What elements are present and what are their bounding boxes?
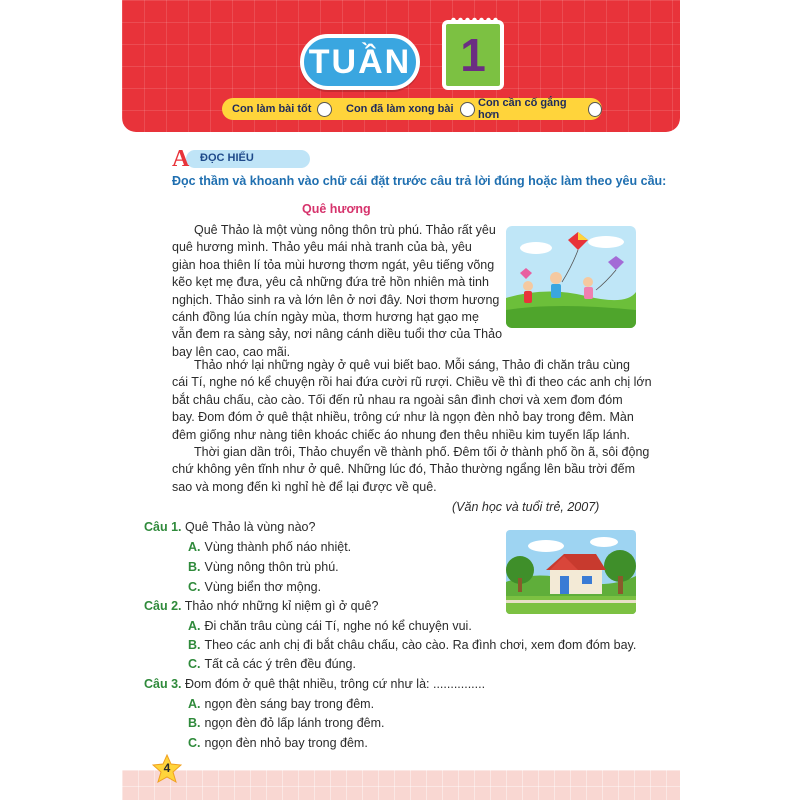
text-line: cánh đồng lúa chín ngày mùa, thơm hương hạt gạo mẹ (172, 310, 479, 325)
answer-option[interactable] (188, 657, 356, 671)
week-number: 1 (460, 29, 486, 81)
option-text: Theo các anh chị đi bắt châu chấu, cào cào. Ra đình chơi, xem đom đóm bay. (204, 638, 637, 652)
option-text: Tất cả các ý trên đều đúng. (204, 657, 356, 671)
answer-option[interactable] (188, 716, 385, 730)
section-letter: A (172, 146, 190, 172)
text-line: chứ không yên tĩnh như ở quê. Những lúc đó, Thảo thường ngẩng lên bầu trời đếm (172, 462, 635, 477)
text-line: vẫn đem ra sàng sảy, nơi nâng cánh diều tuổi thơ của Thảo (172, 327, 503, 342)
week-label: TUẦN (300, 34, 420, 90)
option-letter[interactable]: B. (188, 638, 201, 652)
story-paragraph-2 (172, 357, 652, 444)
workbook-page (122, 0, 680, 800)
option-letter[interactable]: A. (188, 540, 201, 554)
text-line: quê hương mình. Thảo yêu mái nhà tranh của bà, yêu (172, 240, 472, 255)
text-line: nghịch. Thảo sinh ra và lớn lên ở nơi đây. Nơi thơm hương (172, 292, 500, 307)
answer-option[interactable] (188, 638, 636, 652)
text-line: sao và mong đến kì nghỉ hè để lại được về quê. (172, 479, 437, 494)
answer-option[interactable] (188, 540, 351, 554)
question-label: Câu 3. (144, 677, 182, 691)
section-label: ĐỌC HIỂU (200, 152, 254, 164)
text-line: kẽo kẹt mẹ đưa, yêu cả những đứa trẻ hồn nhiên mà tinh (172, 275, 489, 290)
kite-children-illustration (506, 226, 636, 328)
text-line: Thảo nhớ lại những ngày ở quê vui biết bao. Mỗi sáng, Thảo đi chăn trâu cùng (194, 358, 630, 372)
option-letter[interactable]: C. (188, 657, 201, 671)
answer-option[interactable] (188, 697, 374, 711)
eval-label: Con cần cố gắng hơn (478, 97, 567, 121)
option-text: Vùng biển thơ mộng. (204, 580, 322, 594)
question-text: Đom đóm ở quê thật nhiều, trông cứ như là: ............... (185, 677, 486, 691)
countryside-house-illustration (506, 530, 636, 614)
eval-option-3 (478, 97, 602, 121)
option-text: Vùng nông thôn trù phú. (204, 560, 339, 574)
instruction-text: Đọc thầm và khoanh vào chữ cái đặt trước câu trả lời đúng hoặc làm theo yêu cầu: (172, 174, 667, 188)
option-letter[interactable]: B. (188, 716, 201, 730)
bottom-decoration (122, 770, 680, 800)
text-line: cái Tí, nghe nó kể chuyện rồi hai đứa cười rũ rượi. Chiều về thì đi theo các anh chị lớn (172, 375, 652, 390)
option-letter[interactable]: A. (188, 697, 201, 711)
answer-option[interactable] (188, 619, 472, 633)
story-paragraph-3 (172, 444, 650, 496)
text-line: đêm giống như nàng tiên khoác chiếc áo nhung đen thêu nhiều kim tuyến lấp lánh. (172, 427, 631, 442)
option-letter[interactable]: A. (188, 619, 201, 633)
eval-label: Con đã làm xong bài (346, 103, 454, 115)
question-text: Thảo nhớ những kỉ niệm gì ở quê? (184, 599, 379, 613)
option-text: ngọn đèn đỏ lấp lánh trong đêm. (204, 716, 385, 730)
question-2 (144, 599, 378, 613)
text-line: bay lên cao, cao mãi. (172, 344, 291, 359)
story-title: Quê hương (302, 202, 371, 216)
eval-option-2 (346, 102, 475, 117)
text-line: bắt châu chấu, cào cào. Tối đến rủ nhau ra ngoài sân đình chơi và xem đom đóm (172, 392, 623, 407)
question-3 (144, 677, 485, 691)
option-letter[interactable]: C. (188, 736, 201, 750)
question-text: Quê Thảo là vùng nào? (185, 520, 316, 534)
story-source: (Văn học và tuổi trẻ, 2007) (452, 500, 600, 514)
option-text: ngọn đèn nhỏ bay trong đêm. (204, 736, 368, 750)
week-number-calendar (442, 20, 504, 90)
answer-option[interactable] (188, 736, 368, 750)
text-line: giàn hoa thiên lí tỏa mùi hương thơm ngát, yêu tiếng võng (172, 257, 495, 272)
question-label: Câu 1. (144, 520, 182, 534)
page-number: 4 (163, 761, 171, 775)
option-letter[interactable]: C. (188, 580, 201, 594)
eval-checkbox[interactable] (588, 102, 602, 117)
page-number-star (152, 754, 182, 784)
answer-option[interactable] (188, 580, 321, 594)
eval-option-1 (232, 102, 332, 117)
option-letter[interactable]: B. (188, 560, 201, 574)
eval-checkbox[interactable] (460, 102, 475, 117)
eval-checkbox[interactable] (317, 102, 332, 117)
text-line: Thời gian dần trôi, Thảo chuyển về thành phố. Đêm tối ở thành phố ồn ã, sôi động (194, 445, 650, 459)
answer-option[interactable] (188, 560, 339, 574)
eval-label: Con làm bài tốt (232, 103, 312, 115)
option-text: Vùng thành phố náo nhiệt. (204, 540, 352, 554)
option-text: ngọn đèn sáng bay trong đêm. (204, 697, 375, 711)
self-evaluation-bar (222, 98, 602, 120)
calendar-rings-icon (450, 16, 500, 24)
week-header (122, 0, 680, 132)
story-paragraph-1 (172, 222, 502, 361)
text-line: Quê Thảo là một vùng nông thôn trù phú. Thảo rất yêu (194, 223, 496, 237)
option-text: Đi chăn trâu cùng cái Tí, nghe nó kể chuyện vui. (204, 619, 472, 633)
question-1 (144, 520, 315, 534)
text-line: bay. Đom đóm ở quê thật nhiều, trông cứ như là ngọn đèn nhỏ bay trong đêm. Màn (172, 410, 634, 425)
question-label: Câu 2. (144, 599, 182, 613)
